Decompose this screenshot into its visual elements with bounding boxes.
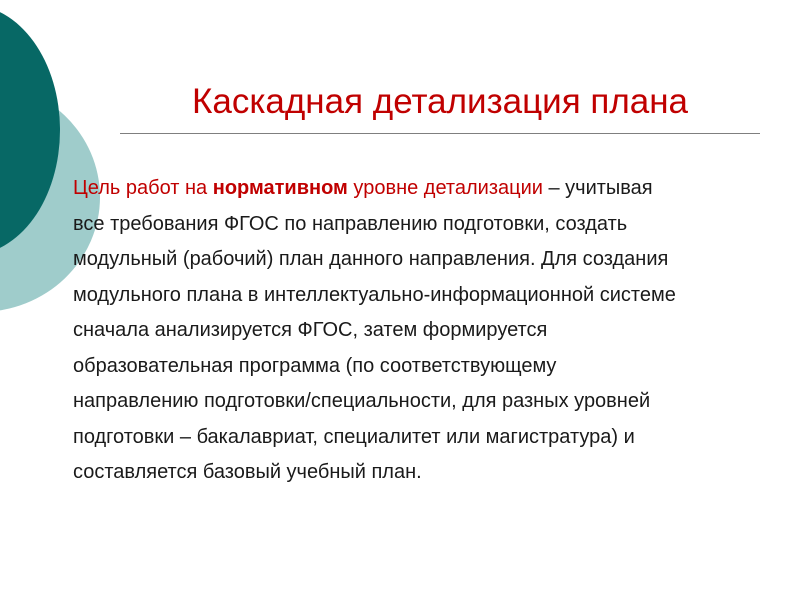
- paragraph-line: направлению подготовки/специальности, для разных уровней: [73, 390, 651, 412]
- paragraph-line: образовательная программа (по соответствующему: [73, 354, 557, 377]
- paragraph-line: модульного плана в интеллектуально-информационной системе: [73, 283, 676, 306]
- paragraph-line: подготовки – бакалавриат, специалитет или магистратура) и: [73, 425, 635, 448]
- body-paragraph: [73, 171, 788, 491]
- paragraph-line: сначала анализируется ФГОС, затем формируется: [73, 319, 548, 341]
- paragraph-line: составляется базовый учебный план.: [73, 461, 422, 483]
- paragraph-line: все требования ФГОС по направлению подготовки, создать: [73, 212, 628, 235]
- lead-text: Цель работ на: [73, 177, 213, 199]
- paragraph-line: – учитывая: [542, 177, 653, 199]
- lead-text-tail: уровне детализации: [347, 177, 543, 199]
- title-divider: [120, 133, 760, 134]
- paragraph-line: модульный (рабочий) план данного направления. Для создания: [73, 248, 669, 270]
- lead-emphasis: нормативном: [212, 177, 348, 199]
- slide-title: Каскадная детализация плана: [191, 82, 688, 121]
